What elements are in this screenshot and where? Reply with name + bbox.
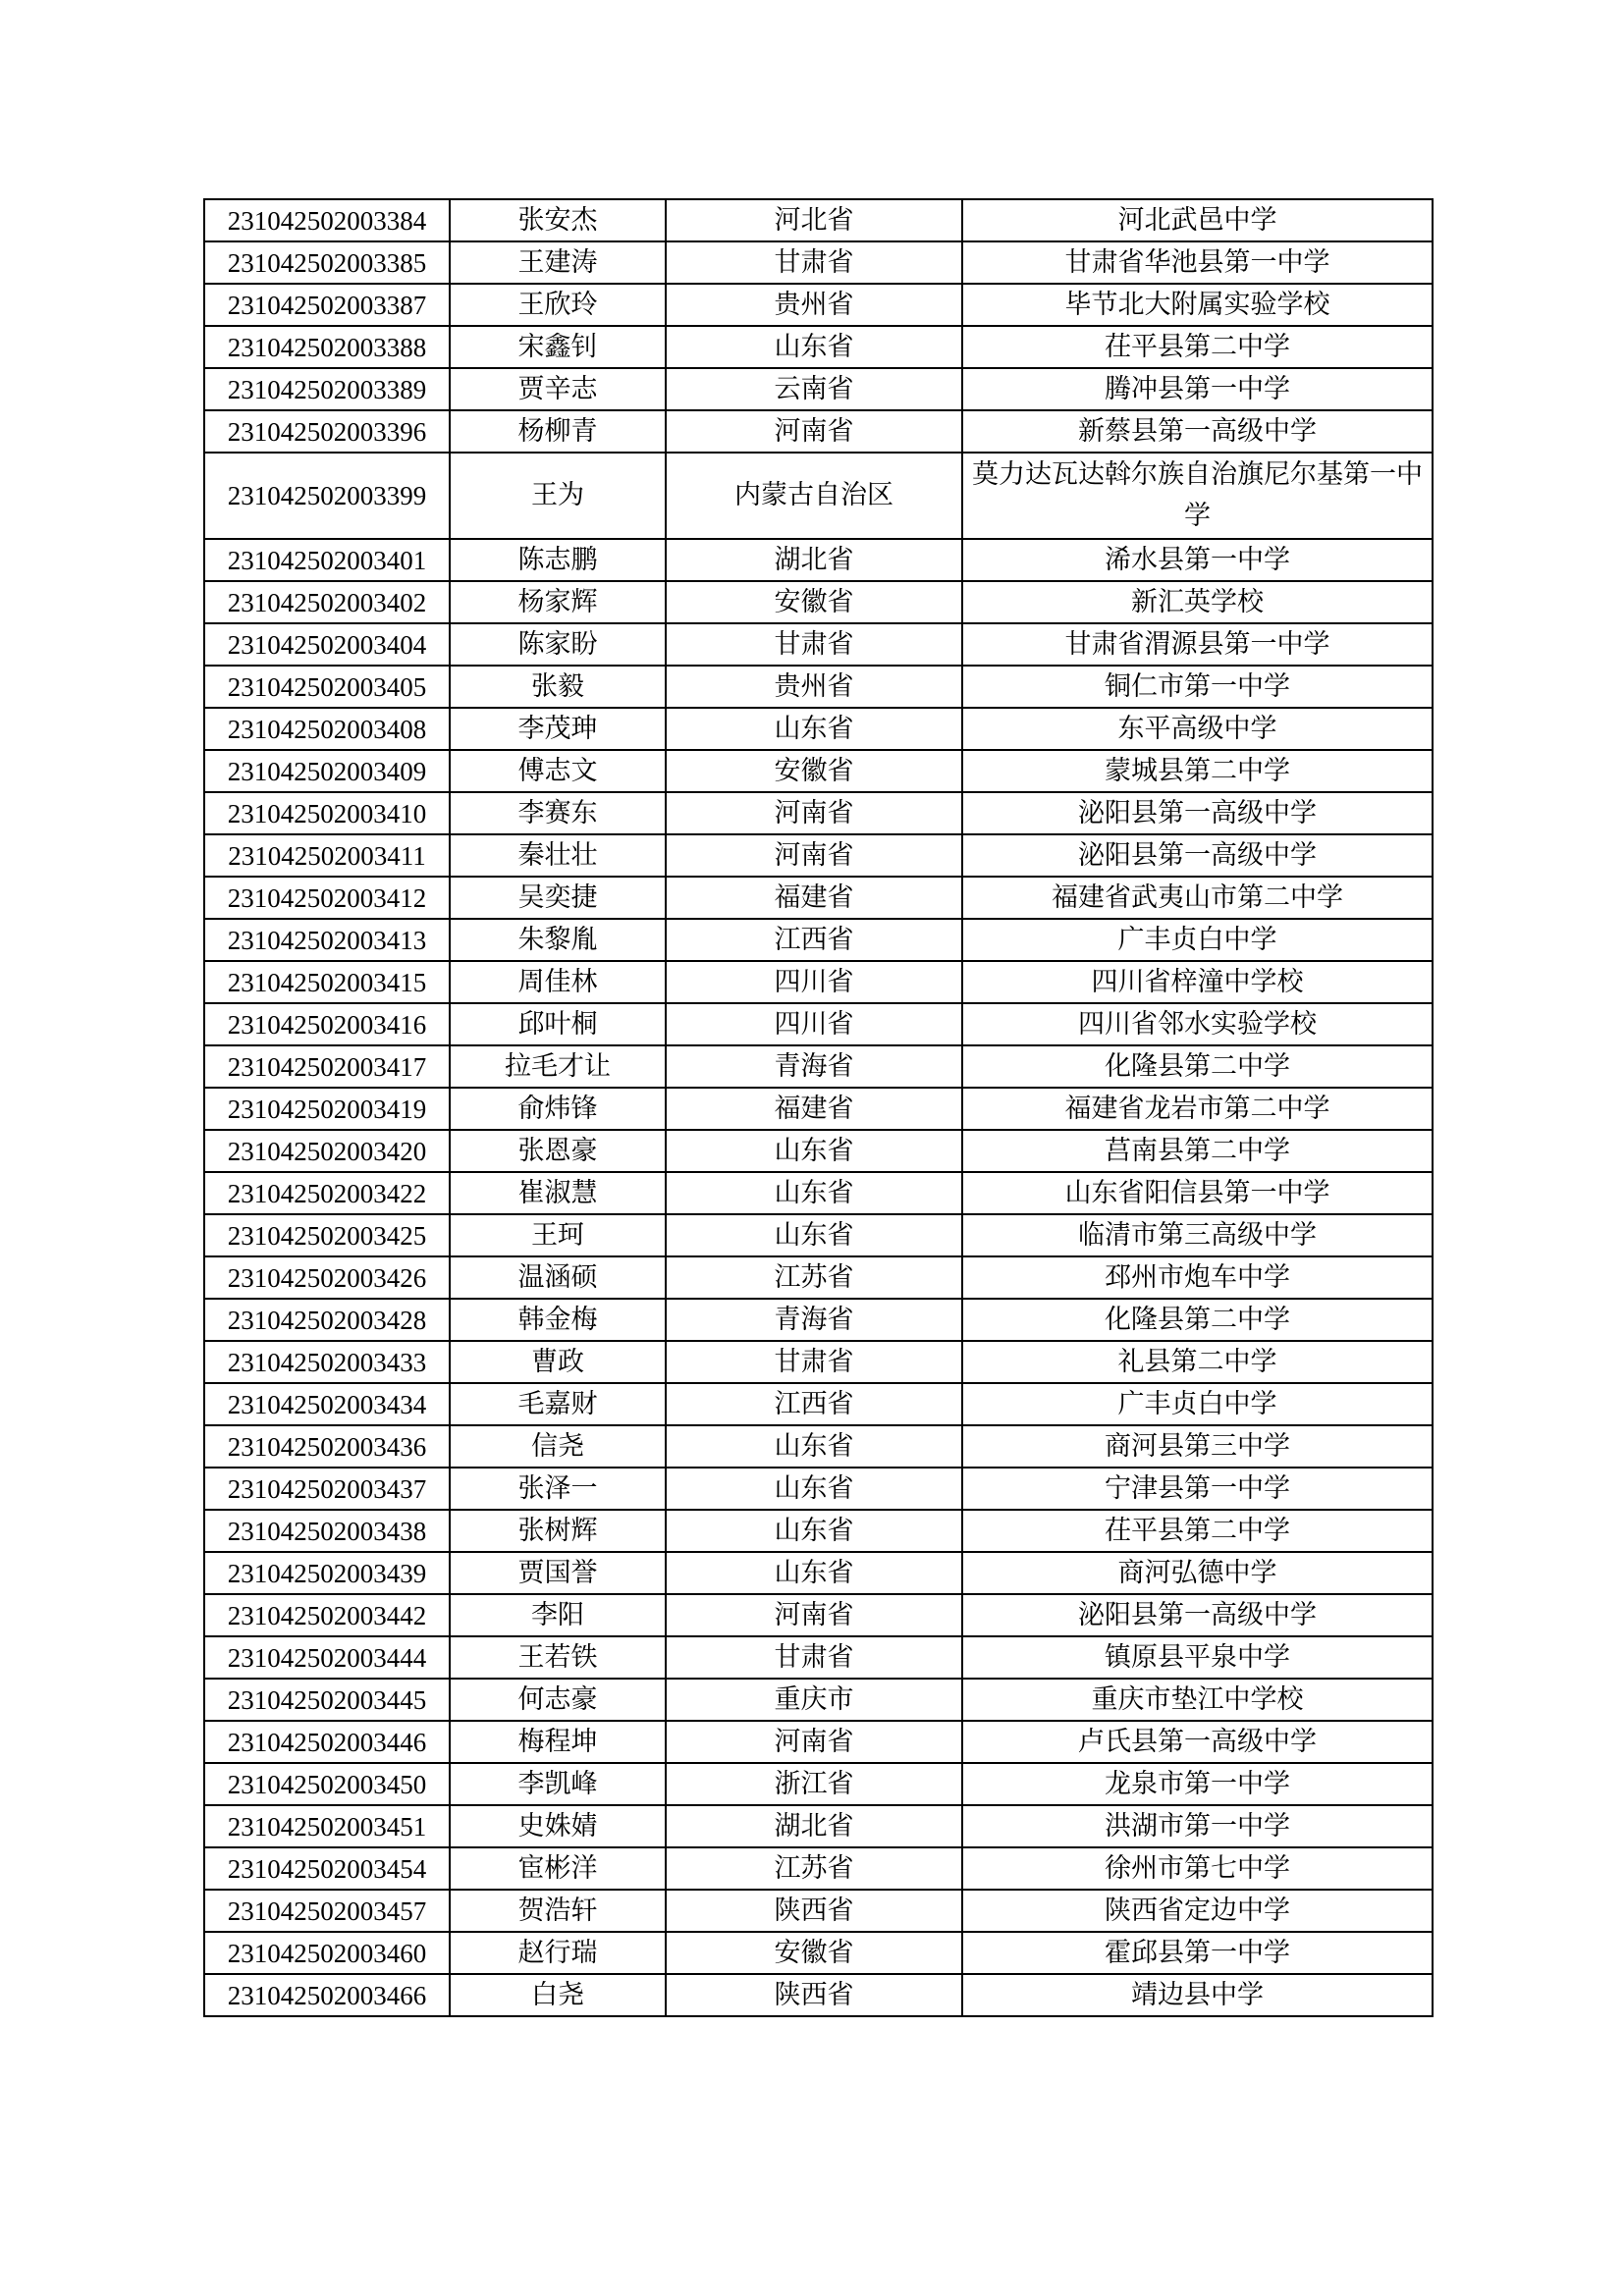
- table-row: [204, 453, 1433, 539]
- student-name-cell: 张安杰: [450, 199, 666, 241]
- province-cell: 四川省: [666, 961, 962, 1003]
- province-cell: 青海省: [666, 1045, 962, 1088]
- school-cell: 茌平县第二中学: [962, 326, 1433, 368]
- province-cell: 安徽省: [666, 750, 962, 792]
- table-row: [204, 410, 1433, 453]
- province-cell: 河南省: [666, 792, 962, 834]
- table-row: [204, 708, 1433, 750]
- province-cell: 甘肃省: [666, 241, 962, 284]
- province-cell: 安徽省: [666, 581, 962, 623]
- table-row: [204, 1045, 1433, 1088]
- school-cell: 腾冲县第一中学: [962, 368, 1433, 410]
- province-cell: 安徽省: [666, 1932, 962, 1974]
- school-cell: 茌平县第二中学: [962, 1510, 1433, 1552]
- school-cell: 浠水县第一中学: [962, 539, 1433, 581]
- admission-list-table: [203, 198, 1434, 2017]
- table-row: [204, 666, 1433, 708]
- province-cell: 江苏省: [666, 1256, 962, 1299]
- school-cell: 河北武邑中学: [962, 199, 1433, 241]
- province-cell: 河北省: [666, 199, 962, 241]
- school-cell: 化隆县第二中学: [962, 1045, 1433, 1088]
- table-row: [204, 1552, 1433, 1594]
- student-name-cell: 张恩豪: [450, 1130, 666, 1172]
- province-cell: 山东省: [666, 1552, 962, 1594]
- school-cell: 泌阳县第一高级中学: [962, 834, 1433, 877]
- school-cell: 陕西省定边中学: [962, 1890, 1433, 1932]
- school-cell: 宁津县第一中学: [962, 1468, 1433, 1510]
- school-cell: 临清市第三高级中学: [962, 1214, 1433, 1256]
- student-name-cell: 朱黎胤: [450, 919, 666, 961]
- table-row: [204, 1214, 1433, 1256]
- candidate-id-cell: 231042502003442: [204, 1594, 450, 1636]
- province-cell: 重庆市: [666, 1679, 962, 1721]
- student-name-cell: 王欣玲: [450, 284, 666, 326]
- candidate-id-cell: 231042502003444: [204, 1636, 450, 1679]
- school-cell: 福建省武夷山市第二中学: [962, 877, 1433, 919]
- student-name-cell: 李阳: [450, 1594, 666, 1636]
- student-name-cell: 贾辛志: [450, 368, 666, 410]
- province-cell: 河南省: [666, 1721, 962, 1763]
- student-name-cell: 白尧: [450, 1974, 666, 2016]
- student-name-cell: 秦壮壮: [450, 834, 666, 877]
- province-cell: 山东省: [666, 708, 962, 750]
- school-cell: 毕节北大附属实验学校: [962, 284, 1433, 326]
- school-cell: 徐州市第七中学: [962, 1847, 1433, 1890]
- province-cell: 福建省: [666, 1088, 962, 1130]
- table-row: [204, 1172, 1433, 1214]
- school-cell: 四川省梓潼中学校: [962, 961, 1433, 1003]
- candidate-id-cell: 231042502003420: [204, 1130, 450, 1172]
- table-row: [204, 581, 1433, 623]
- table-row: [204, 1679, 1433, 1721]
- student-name-cell: 周佳林: [450, 961, 666, 1003]
- table-row: [204, 1383, 1433, 1425]
- student-name-cell: 王建涛: [450, 241, 666, 284]
- candidate-id-cell: 231042502003454: [204, 1847, 450, 1890]
- candidate-id-cell: 231042502003451: [204, 1805, 450, 1847]
- student-name-cell: 韩金梅: [450, 1299, 666, 1341]
- candidate-id-cell: 231042502003405: [204, 666, 450, 708]
- candidate-id-cell: 231042502003384: [204, 199, 450, 241]
- province-cell: 山东省: [666, 326, 962, 368]
- student-name-cell: 邱叶桐: [450, 1003, 666, 1045]
- school-cell: 广丰贞白中学: [962, 1383, 1433, 1425]
- student-name-cell: 吴奕捷: [450, 877, 666, 919]
- province-cell: 河南省: [666, 834, 962, 877]
- candidate-id-cell: 231042502003433: [204, 1341, 450, 1383]
- candidate-id-cell: 231042502003460: [204, 1932, 450, 1974]
- table-row: [204, 1890, 1433, 1932]
- school-cell: 山东省阳信县第一中学: [962, 1172, 1433, 1214]
- student-name-cell: 温涵硕: [450, 1256, 666, 1299]
- table-row: [204, 919, 1433, 961]
- student-name-cell: 史姝婧: [450, 1805, 666, 1847]
- school-cell: 商河弘德中学: [962, 1552, 1433, 1594]
- candidate-id-cell: 231042502003466: [204, 1974, 450, 2016]
- table-row: [204, 199, 1433, 241]
- candidate-id-cell: 231042502003410: [204, 792, 450, 834]
- school-cell: 邳州市炮车中学: [962, 1256, 1433, 1299]
- table-row: [204, 877, 1433, 919]
- table-row: [204, 539, 1433, 581]
- student-name-cell: 宋鑫钊: [450, 326, 666, 368]
- student-name-cell: 信尧: [450, 1425, 666, 1468]
- candidate-id-cell: 231042502003409: [204, 750, 450, 792]
- student-name-cell: 宦彬洋: [450, 1847, 666, 1890]
- school-cell: 莒南县第二中学: [962, 1130, 1433, 1172]
- province-cell: 浙江省: [666, 1763, 962, 1805]
- province-cell: 云南省: [666, 368, 962, 410]
- candidate-id-cell: 231042502003436: [204, 1425, 450, 1468]
- province-cell: 甘肃省: [666, 623, 962, 666]
- school-cell: 重庆市垫江中学校: [962, 1679, 1433, 1721]
- table-row: [204, 1636, 1433, 1679]
- student-name-cell: 拉毛才让: [450, 1045, 666, 1088]
- school-cell: 新蔡县第一高级中学: [962, 410, 1433, 453]
- table-row: [204, 1425, 1433, 1468]
- table-row: [204, 792, 1433, 834]
- table-row: [204, 326, 1433, 368]
- province-cell: 青海省: [666, 1299, 962, 1341]
- table-row: [204, 1510, 1433, 1552]
- student-name-cell: 曹政: [450, 1341, 666, 1383]
- province-cell: 贵州省: [666, 284, 962, 326]
- school-cell: 四川省邻水实验学校: [962, 1003, 1433, 1045]
- student-name-cell: 李赛东: [450, 792, 666, 834]
- table-row: [204, 961, 1433, 1003]
- province-cell: 江苏省: [666, 1847, 962, 1890]
- school-cell: 福建省龙岩市第二中学: [962, 1088, 1433, 1130]
- table-row: [204, 834, 1433, 877]
- candidate-id-cell: 231042502003413: [204, 919, 450, 961]
- table-row: [204, 241, 1433, 284]
- school-cell: 莫力达瓦达斡尔族自治旗尼尔基第一中学: [962, 453, 1433, 539]
- table-row: [204, 1763, 1433, 1805]
- school-cell: 礼县第二中学: [962, 1341, 1433, 1383]
- province-cell: 山东省: [666, 1468, 962, 1510]
- school-cell: 霍邱县第一中学: [962, 1932, 1433, 1974]
- school-cell: 东平高级中学: [962, 708, 1433, 750]
- province-cell: 河南省: [666, 410, 962, 453]
- candidate-id-cell: 231042502003387: [204, 284, 450, 326]
- student-name-cell: 张毅: [450, 666, 666, 708]
- student-name-cell: 贾国誉: [450, 1552, 666, 1594]
- student-name-cell: 李茂珅: [450, 708, 666, 750]
- student-name-cell: 王为: [450, 453, 666, 539]
- table-row: [204, 1594, 1433, 1636]
- student-name-cell: 崔淑慧: [450, 1172, 666, 1214]
- student-name-cell: 傅志文: [450, 750, 666, 792]
- school-cell: 新汇英学校: [962, 581, 1433, 623]
- table-row: [204, 1847, 1433, 1890]
- candidate-id-cell: 231042502003408: [204, 708, 450, 750]
- student-name-cell: 王珂: [450, 1214, 666, 1256]
- table-row: [204, 1805, 1433, 1847]
- candidate-id-cell: 231042502003422: [204, 1172, 450, 1214]
- school-cell: 甘肃省华池县第一中学: [962, 241, 1433, 284]
- school-cell: 甘肃省渭源县第一中学: [962, 623, 1433, 666]
- table-row: [204, 1003, 1433, 1045]
- student-name-cell: 陈志鹏: [450, 539, 666, 581]
- candidate-id-cell: 231042502003404: [204, 623, 450, 666]
- student-name-cell: 杨家辉: [450, 581, 666, 623]
- province-cell: 四川省: [666, 1003, 962, 1045]
- province-cell: 河南省: [666, 1594, 962, 1636]
- candidate-id-cell: 231042502003402: [204, 581, 450, 623]
- table-row: [204, 623, 1433, 666]
- province-cell: 贵州省: [666, 666, 962, 708]
- province-cell: 江西省: [666, 1383, 962, 1425]
- candidate-id-cell: 231042502003437: [204, 1468, 450, 1510]
- candidate-id-cell: 231042502003434: [204, 1383, 450, 1425]
- candidate-id-cell: 231042502003445: [204, 1679, 450, 1721]
- province-cell: 湖北省: [666, 539, 962, 581]
- candidate-id-cell: 231042502003396: [204, 410, 450, 453]
- school-cell: 靖边县中学: [962, 1974, 1433, 2016]
- school-cell: 铜仁市第一中学: [962, 666, 1433, 708]
- candidate-id-cell: 231042502003457: [204, 1890, 450, 1932]
- candidate-id-cell: 231042502003388: [204, 326, 450, 368]
- table-row: [204, 368, 1433, 410]
- school-cell: 镇原县平泉中学: [962, 1636, 1433, 1679]
- school-cell: 洪湖市第一中学: [962, 1805, 1433, 1847]
- candidate-id-cell: 231042502003428: [204, 1299, 450, 1341]
- candidate-id-cell: 231042502003411: [204, 834, 450, 877]
- table-row: [204, 1299, 1433, 1341]
- student-name-cell: 赵行瑞: [450, 1932, 666, 1974]
- candidate-id-cell: 231042502003412: [204, 877, 450, 919]
- student-name-cell: 陈家盼: [450, 623, 666, 666]
- school-cell: 泌阳县第一高级中学: [962, 792, 1433, 834]
- table-row: [204, 284, 1433, 326]
- candidate-id-cell: 231042502003426: [204, 1256, 450, 1299]
- school-cell: 化隆县第二中学: [962, 1299, 1433, 1341]
- province-cell: 江西省: [666, 919, 962, 961]
- table-row: [204, 1088, 1433, 1130]
- table-row: [204, 1932, 1433, 1974]
- student-name-cell: 杨柳青: [450, 410, 666, 453]
- province-cell: 山东省: [666, 1425, 962, 1468]
- candidate-id-cell: 231042502003416: [204, 1003, 450, 1045]
- province-cell: 福建省: [666, 877, 962, 919]
- student-name-cell: 张树辉: [450, 1510, 666, 1552]
- school-cell: 卢氏县第一高级中学: [962, 1721, 1433, 1763]
- student-name-cell: 王若铁: [450, 1636, 666, 1679]
- candidate-id-cell: 231042502003401: [204, 539, 450, 581]
- province-cell: 陕西省: [666, 1890, 962, 1932]
- candidate-id-cell: 231042502003415: [204, 961, 450, 1003]
- table-body: [204, 199, 1433, 2016]
- student-name-cell: 毛嘉财: [450, 1383, 666, 1425]
- candidate-id-cell: 231042502003389: [204, 368, 450, 410]
- candidate-id-cell: 231042502003417: [204, 1045, 450, 1088]
- province-cell: 甘肃省: [666, 1341, 962, 1383]
- candidate-id-cell: 231042502003446: [204, 1721, 450, 1763]
- province-cell: 山东省: [666, 1172, 962, 1214]
- student-name-cell: 梅程坤: [450, 1721, 666, 1763]
- table-row: [204, 1256, 1433, 1299]
- student-name-cell: 张泽一: [450, 1468, 666, 1510]
- candidate-id-cell: 231042502003385: [204, 241, 450, 284]
- table-row: [204, 750, 1433, 792]
- student-name-cell: 俞炜锋: [450, 1088, 666, 1130]
- school-cell: 商河县第三中学: [962, 1425, 1433, 1468]
- province-cell: 山东省: [666, 1130, 962, 1172]
- candidate-id-cell: 231042502003450: [204, 1763, 450, 1805]
- province-cell: 甘肃省: [666, 1636, 962, 1679]
- candidate-id-cell: 231042502003438: [204, 1510, 450, 1552]
- candidate-id-cell: 231042502003419: [204, 1088, 450, 1130]
- candidate-id-cell: 231042502003399: [204, 453, 450, 539]
- student-name-cell: 何志豪: [450, 1679, 666, 1721]
- candidate-id-cell: 231042502003439: [204, 1552, 450, 1594]
- table-row: [204, 1130, 1433, 1172]
- table-row: [204, 1468, 1433, 1510]
- province-cell: 山东省: [666, 1510, 962, 1552]
- province-cell: 湖北省: [666, 1805, 962, 1847]
- school-cell: 蒙城县第二中学: [962, 750, 1433, 792]
- table-row: [204, 1721, 1433, 1763]
- table-row: [204, 1974, 1433, 2016]
- province-cell: 陕西省: [666, 1974, 962, 2016]
- province-cell: 内蒙古自治区: [666, 453, 962, 539]
- candidate-id-cell: 231042502003425: [204, 1214, 450, 1256]
- school-cell: 龙泉市第一中学: [962, 1763, 1433, 1805]
- province-cell: 山东省: [666, 1214, 962, 1256]
- school-cell: 泌阳县第一高级中学: [962, 1594, 1433, 1636]
- table-row: [204, 1341, 1433, 1383]
- student-name-cell: 贺浩轩: [450, 1890, 666, 1932]
- student-name-cell: 李凯峰: [450, 1763, 666, 1805]
- school-cell: 广丰贞白中学: [962, 919, 1433, 961]
